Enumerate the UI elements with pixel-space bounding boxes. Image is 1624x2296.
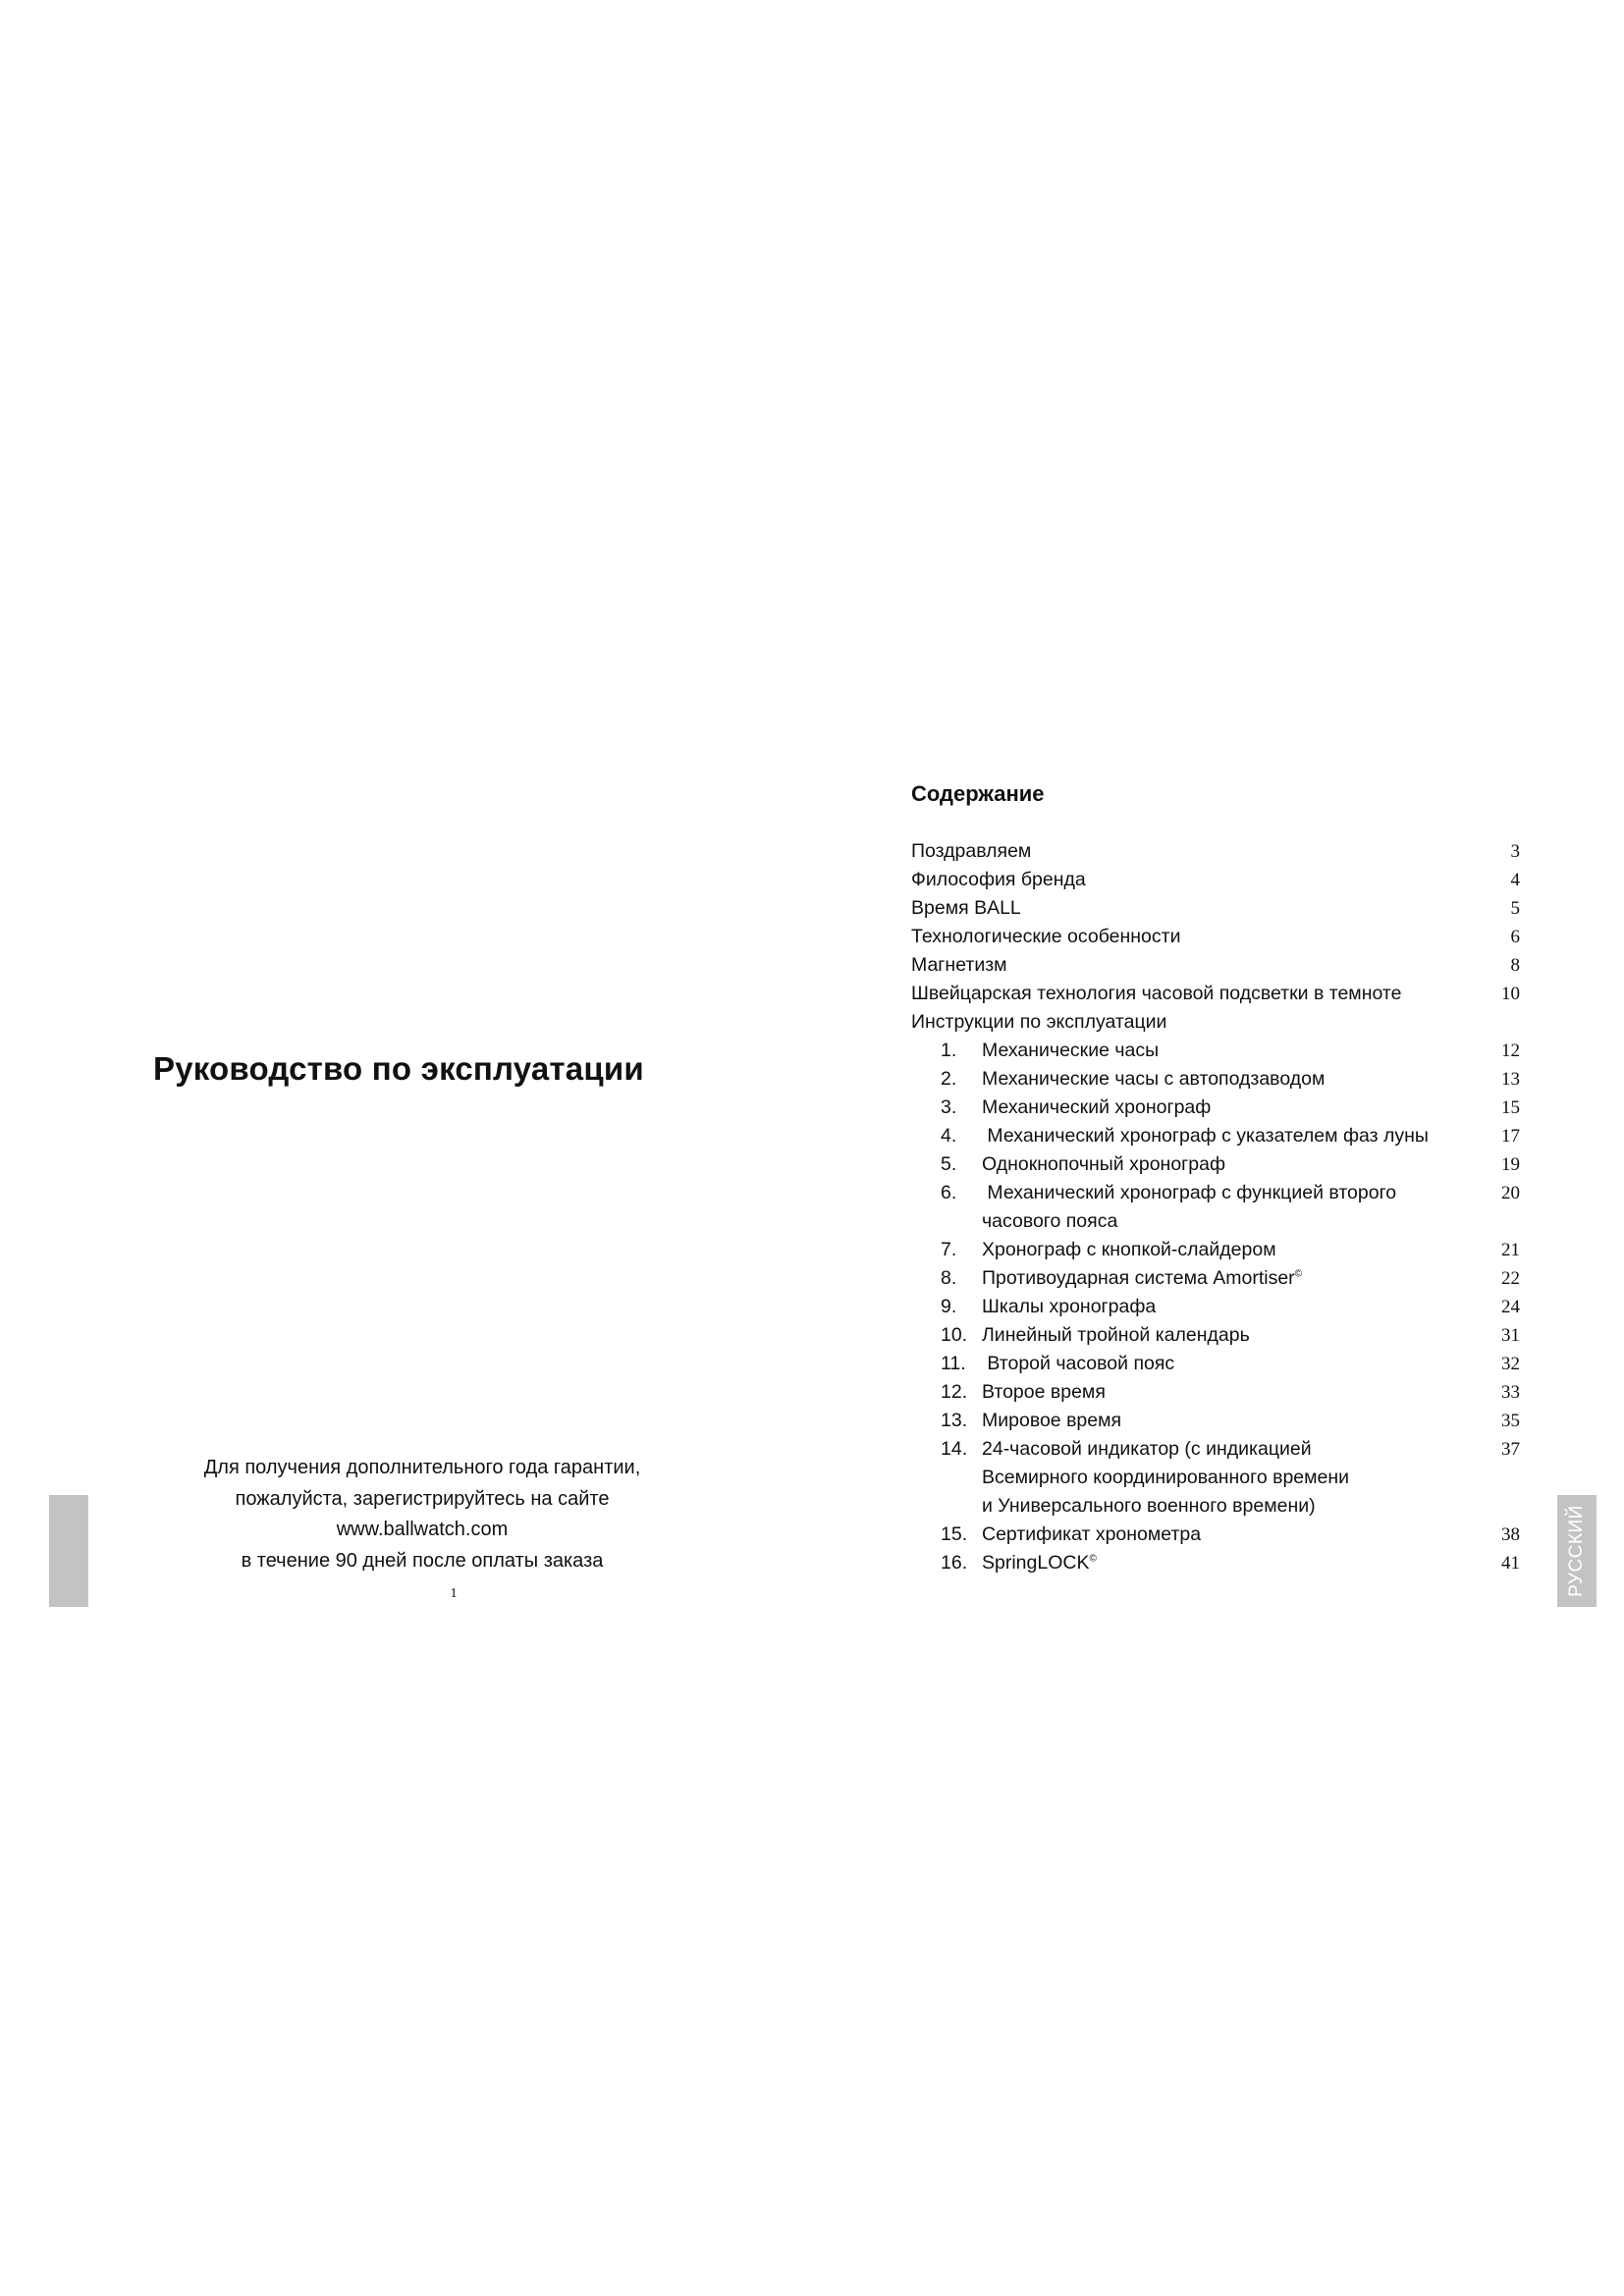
toc-entry[interactable]: [911, 1492, 1520, 1521]
toc-entry-number: 11.: [941, 1353, 966, 1374]
toc-entry-label-text: Однокнопочный хронограф: [982, 1153, 1226, 1175]
toc-entry[interactable]: [911, 1378, 1520, 1407]
toc-entry-label-text: Второй часовой пояс: [982, 1353, 1175, 1374]
toc-entry-label-text: Механический хронограф с указателем фаз луны: [982, 1125, 1429, 1147]
toc-entry-label: [982, 1065, 1325, 1094]
toc-entry-label: [911, 866, 1086, 894]
toc-entry-page: 15: [1501, 1097, 1520, 1118]
toc-entry-label: [911, 837, 1031, 866]
toc-entry-number: 16.: [941, 1552, 968, 1574]
toc-entry-label: [911, 923, 1180, 951]
copyright-mark: ©: [1089, 1553, 1097, 1565]
toc-entry-label-text: Механический хронограф с функцией второго: [982, 1182, 1397, 1203]
toc-entry-number: 7.: [941, 1239, 957, 1260]
toc-entry[interactable]: [911, 951, 1520, 980]
language-tab-label: РУССКИЙ: [1566, 1505, 1587, 1597]
toc-entry-page: 19: [1501, 1154, 1520, 1175]
toc-entry-number: 15.: [941, 1523, 968, 1545]
toc-entry-label: [982, 1037, 1159, 1065]
toc-entry-page: 21: [1501, 1240, 1520, 1260]
toc-entry-number: 9.: [941, 1296, 957, 1317]
toc-entry-page: 24: [1501, 1297, 1520, 1317]
warranty-url[interactable]: www.ballwatch.com: [336, 1519, 509, 1540]
manual-title: Руководство по эксплуатации: [153, 1050, 644, 1087]
toc-entry-page: 41: [1501, 1553, 1520, 1574]
toc-entry[interactable]: [911, 1037, 1520, 1065]
warranty-line: Для получения дополнительного года гарантии,: [203, 1457, 641, 1478]
warranty-note: [177, 1453, 668, 1576]
toc-entry-label: [911, 980, 1401, 1008]
toc-entry-label: [982, 1179, 1396, 1207]
toc-entry-label-text: Сертификат хронометра: [982, 1523, 1202, 1545]
toc-title: Содержание: [911, 781, 1045, 806]
toc-entry-number: 8.: [941, 1267, 957, 1289]
left-side-tab: [49, 1495, 88, 1607]
toc-entry-number: 2.: [941, 1068, 957, 1090]
toc-entry-label: [982, 1236, 1276, 1264]
toc-entry[interactable]: [911, 1264, 1520, 1293]
toc-entry-label-text: 24-часовой индикатор (с индикацией: [982, 1438, 1312, 1460]
toc-entry-page: 12: [1501, 1041, 1520, 1061]
toc-entry-label-text: часового пояса: [982, 1210, 1118, 1232]
toc-entry[interactable]: [911, 1549, 1520, 1577]
toc-entry-number: 4.: [941, 1125, 957, 1147]
toc-entry-page: 10: [1501, 984, 1520, 1004]
toc-entry[interactable]: [911, 1008, 1520, 1037]
toc-entry[interactable]: [911, 1521, 1520, 1549]
toc-entry-label: [982, 1378, 1106, 1407]
toc-entry-label: [982, 1350, 1174, 1378]
toc-entry-label: [911, 951, 1007, 980]
toc-entry-label: [982, 1207, 1117, 1236]
toc-entry[interactable]: [911, 1207, 1520, 1236]
toc-entry-page: 22: [1501, 1268, 1520, 1289]
toc-entry[interactable]: [911, 1407, 1520, 1435]
toc-entry-label: [982, 1521, 1201, 1549]
toc-entry-label-text: Механический хронограф: [982, 1096, 1212, 1118]
toc-entry-label-text: Линейный тройной календарь: [982, 1324, 1250, 1346]
toc-entry-label-text: Второе время: [982, 1381, 1106, 1403]
toc-entry-page: 6: [1510, 927, 1520, 947]
toc-entry-page: 13: [1501, 1069, 1520, 1090]
toc-entry-label-text: Технологические особенности: [911, 926, 1181, 947]
toc-entry[interactable]: [911, 980, 1520, 1008]
toc-entry-label-text: Всемирного координированного времени: [982, 1467, 1350, 1488]
toc-entry-label-text: Механические часы: [982, 1040, 1160, 1061]
toc-entry-label-text: Поздравляем: [911, 840, 1032, 862]
warranty-line: пожалуйста, зарегистрируйтесь на сайте: [235, 1487, 610, 1510]
toc-entry-label-text: Швейцарская технология часовой подсветки в темноте: [911, 983, 1402, 1004]
toc-entry-page: 5: [1510, 898, 1520, 919]
toc-entry[interactable]: [911, 1150, 1520, 1179]
toc-entry-number: 12.: [941, 1381, 968, 1403]
language-tab: [1557, 1495, 1597, 1607]
toc-entry-label-text: Шкалы хронографа: [982, 1296, 1157, 1317]
toc-entry-label: [911, 894, 1021, 923]
toc-entry-label-text: Механические часы с автоподзаводом: [982, 1068, 1326, 1090]
toc-entry-label-text: Противоударная система Amortiser: [982, 1267, 1295, 1289]
toc-entry-label: [911, 1008, 1166, 1037]
toc-entry-label: [982, 1549, 1097, 1577]
toc-entry[interactable]: [911, 894, 1520, 923]
toc-entry[interactable]: [911, 1065, 1520, 1094]
toc-entry-label: [982, 1094, 1211, 1122]
toc-entry-label: [982, 1464, 1349, 1492]
toc-entry-label: [982, 1407, 1121, 1435]
toc-entry-label: [982, 1492, 1316, 1521]
toc-entry[interactable]: [911, 837, 1520, 866]
toc-entry-label-text: Инструкции по эксплуатации: [911, 1011, 1167, 1033]
toc-entry-label-text: SpringLOCK: [982, 1552, 1090, 1574]
toc-entry-number: 14.: [941, 1438, 968, 1460]
toc-entry[interactable]: [911, 1350, 1520, 1378]
table-of-contents: [911, 837, 1520, 1577]
toc-entry[interactable]: [911, 1464, 1520, 1492]
toc-entry-number: 1.: [941, 1040, 957, 1061]
toc-entry-number: 3.: [941, 1096, 957, 1118]
warranty-line: в течение 90 дней после оплаты заказа: [241, 1549, 604, 1572]
page-number: 1: [450, 1586, 458, 1601]
toc-entry[interactable]: [911, 923, 1520, 951]
toc-entry-label-text: Философия бренда: [911, 869, 1086, 890]
toc-entry[interactable]: [911, 1094, 1520, 1122]
toc-entry[interactable]: [911, 1435, 1520, 1464]
toc-entry-label: [982, 1264, 1302, 1293]
toc-entry-label: [982, 1293, 1156, 1321]
toc-entry-number: 5.: [941, 1153, 957, 1175]
toc-entry[interactable]: [911, 866, 1520, 894]
toc-entry-number: 13.: [941, 1410, 968, 1431]
copyright-mark: ©: [1294, 1268, 1303, 1280]
toc-entry[interactable]: [911, 1122, 1520, 1150]
toc-entry-page: 20: [1501, 1183, 1520, 1203]
toc-entry-label-text: Хронограф с кнопкой-слайдером: [982, 1239, 1276, 1260]
toc-entry-page: 4: [1510, 870, 1520, 890]
toc-entry-number: 10.: [941, 1324, 968, 1346]
toc-entry-label-text: и Универсального военного времени): [982, 1495, 1316, 1517]
toc-entry-page: 37: [1501, 1439, 1520, 1460]
toc-entry[interactable]: [911, 1179, 1520, 1207]
toc-entry-page: 35: [1501, 1411, 1520, 1431]
toc-entry-label: [982, 1122, 1429, 1150]
toc-entry-number: 6.: [941, 1182, 957, 1203]
toc-entry-page: 38: [1501, 1524, 1520, 1545]
toc-entry-page: 8: [1510, 955, 1520, 976]
toc-entry-label: [982, 1321, 1250, 1350]
toc-entry[interactable]: [911, 1236, 1520, 1264]
toc-entry-label: [982, 1150, 1225, 1179]
toc-entry-label: [982, 1435, 1312, 1464]
toc-entry-page: 31: [1501, 1325, 1520, 1346]
toc-entry-page: 17: [1501, 1126, 1520, 1147]
toc-entry-label-text: Магнетизм: [911, 954, 1007, 976]
toc-entry[interactable]: [911, 1293, 1520, 1321]
toc-entry-page: 3: [1510, 841, 1520, 862]
toc-entry-label-text: Мировое время: [982, 1410, 1122, 1431]
toc-entry-page: 32: [1501, 1354, 1520, 1374]
toc-entry[interactable]: [911, 1321, 1520, 1350]
toc-entry-page: 33: [1501, 1382, 1520, 1403]
toc-entry-label-text: Время BALL: [911, 897, 1021, 919]
